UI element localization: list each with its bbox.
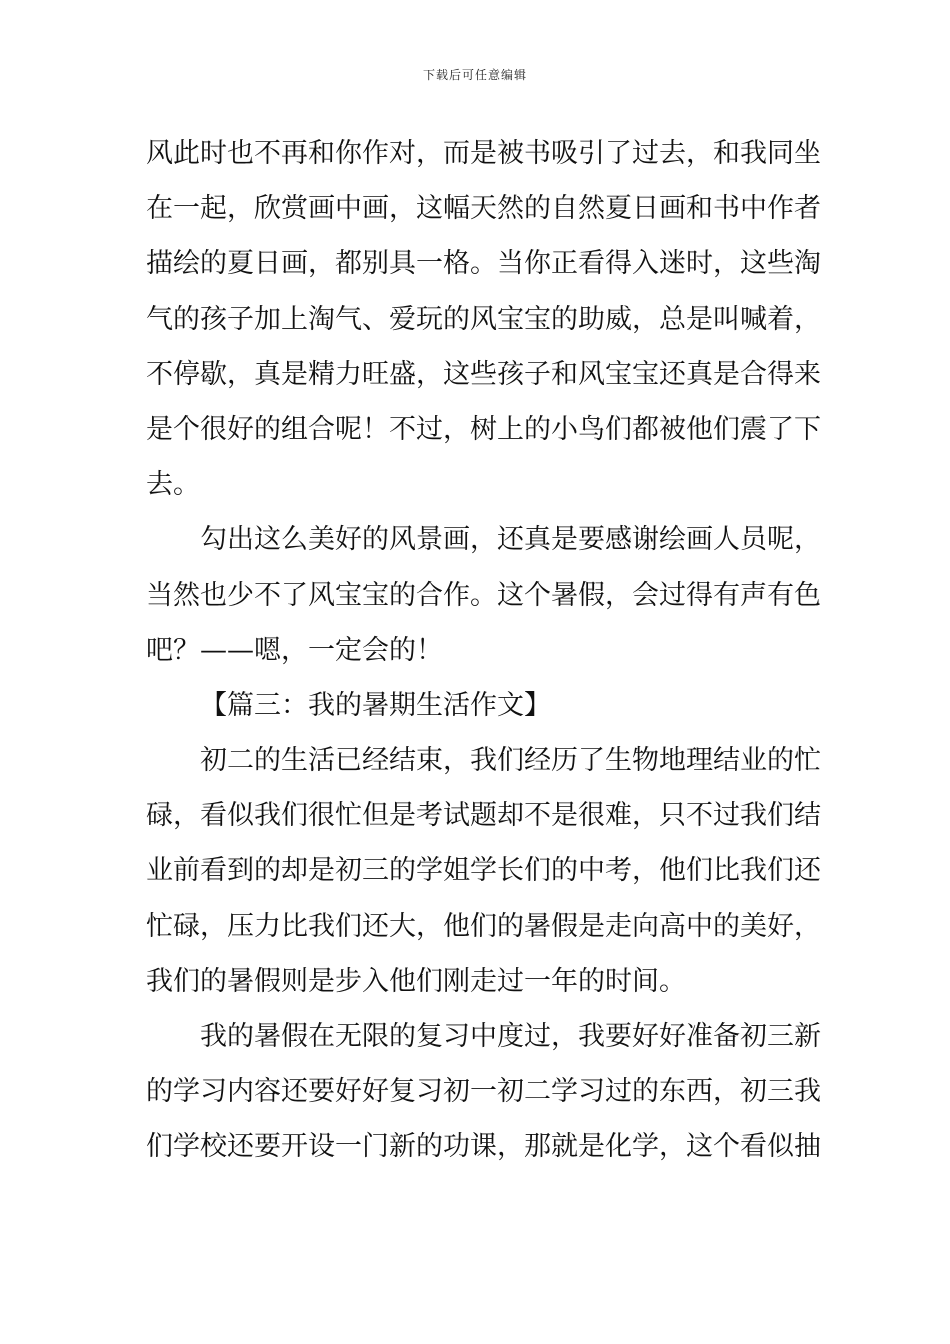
paragraph-first-line: 勾出这么美好的风景画，还真是要感谢绘画人员呢， (200, 524, 821, 556)
text-line: 们学校还要开设一门新的功课，那就是化学，这个看似抽 (146, 1131, 821, 1163)
text-line: 我们的暑假则是步入他们刚走过一年的时间。 (146, 965, 686, 997)
text-line: 碌，看似我们很忙但是考试题却不是很难，只不过我们结 (146, 800, 821, 832)
text-line: 是个很好的组合呢！不过，树上的小鸟们都被他们震了下 (146, 413, 821, 445)
text-line: 忙碌，压力比我们还大，他们的暑假是走向高中的美好， (146, 910, 821, 942)
text-line: 风此时也不再和你作对，而是被书吸引了过去，和我同坐 (146, 138, 821, 169)
header-note: 下载后可任意编辑 (422, 68, 527, 82)
paragraph-first-line: 我的暑假在无限的复习中度过，我要好好准备初三新 (200, 1021, 821, 1052)
essay-body (146, 126, 821, 1175)
text-line: 不停歇，真是精力旺盛，这些孩子和风宝宝还真是合得来 (146, 358, 821, 390)
text-line: 业前看到的却是初三的学姐学长们的中考，他们比我们还 (146, 855, 821, 887)
paragraph-first-line: 初二的生活已经结束，我们经历了生物地理结业的忙 (200, 745, 821, 777)
text-line: 当然也少不了风宝宝的合作。这个暑假，会过得有声有色 (146, 579, 821, 611)
text-line: 的学习内容还要好好复习初一初二学习过的东西，初三我 (146, 1076, 821, 1108)
text-line: 在一起，欣赏画中画，这幅天然的自然夏日画和书中作者 (146, 193, 821, 225)
text-line: 描绘的夏日画，都别具一格。当你正看得入迷时，这些淘 (146, 248, 821, 280)
text-line: 气的孩子加上淘气、爱玩的风宝宝的助威，总是叫喊着， (146, 303, 821, 335)
text-line: 去。 (146, 469, 200, 501)
text-line: 吧？——嗯，一定会的！ (146, 634, 443, 666)
section-heading: 【篇三：我的暑期生活作文】 (200, 689, 551, 721)
